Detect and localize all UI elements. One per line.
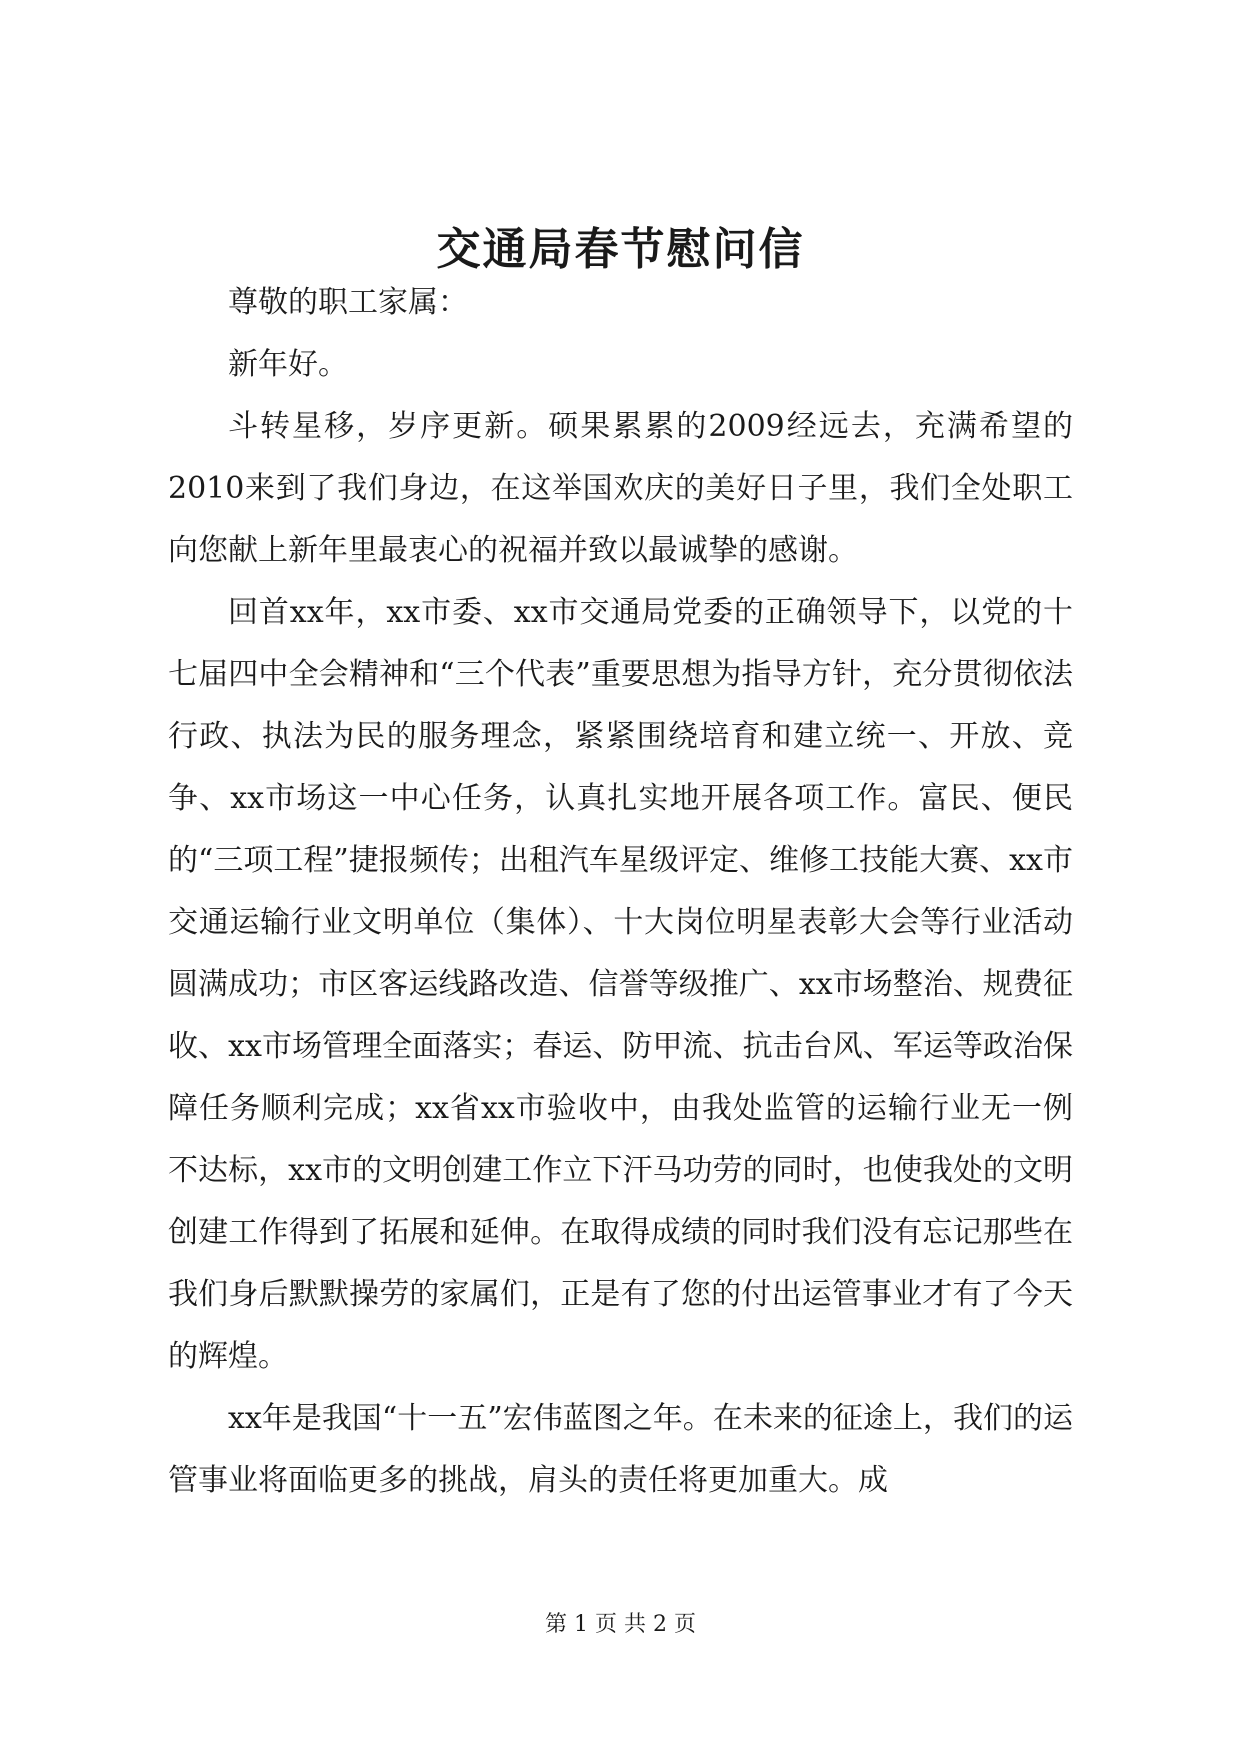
document-title: 交通局春节慰问信 xyxy=(436,224,805,275)
greeting: 新年好。 xyxy=(228,347,348,382)
paragraph-3: xx年是我国“十一五”宏伟蓝图之年。在未来的征途上，我们的运管事业将面临更多的挑战，肩头的责任将更加重大。成 xyxy=(168,1401,1073,1498)
letter-body xyxy=(168,272,1073,1512)
paragraph-2: 回首xx年，xx市委、xx市交通局党委的正确领导下，以党的十七届四中全会精神和“三个代表”重要思想为指导方针，充分贯彻依法行政、执法为民的服务理念，紧紧围绕培育和建立统一、开放、竞争、xx市场这一中心任务，认真扎实地开展各项工作。富民、便民的“三项工程”捷报频传；出租汽车星级评定、维修工技能大赛、xx市交通运输行业文明单位（集体）、十大岗位明星表彰大会等行业活动圆满成功；市区客运线路改造、信誉等级推广、xx市场整治、规费征收、xx市场管理全面落实；春运、防甲流、抗击台风、军运等政治保障任务顺利完成；xx省xx市验收中，由我处监管的运输行业无一例不达标，xx市的文明创建工作立下汗马功劳的同时，也使我处的文明创建工作得到了拓展和延伸。在取得成绩的同时我们没有忘记那些在我们身后默默操劳的家属们，正是有了您的付出运管事业才有了今天的辉煌。 xyxy=(168,595,1073,1374)
page-footer: 第 1 页 共 2 页 xyxy=(545,1612,696,1637)
paragraph-1: 斗转星移，岁序更新。硕果累累的2009经远去，充满希望的2010来到了我们身边，在这举国欢庆的美好日子里，我们全处职工向您献上新年里最衷心的祝福并致以最诚挚的感谢。 xyxy=(168,409,1073,568)
salutation: 尊敬的职工家属： xyxy=(228,285,468,320)
